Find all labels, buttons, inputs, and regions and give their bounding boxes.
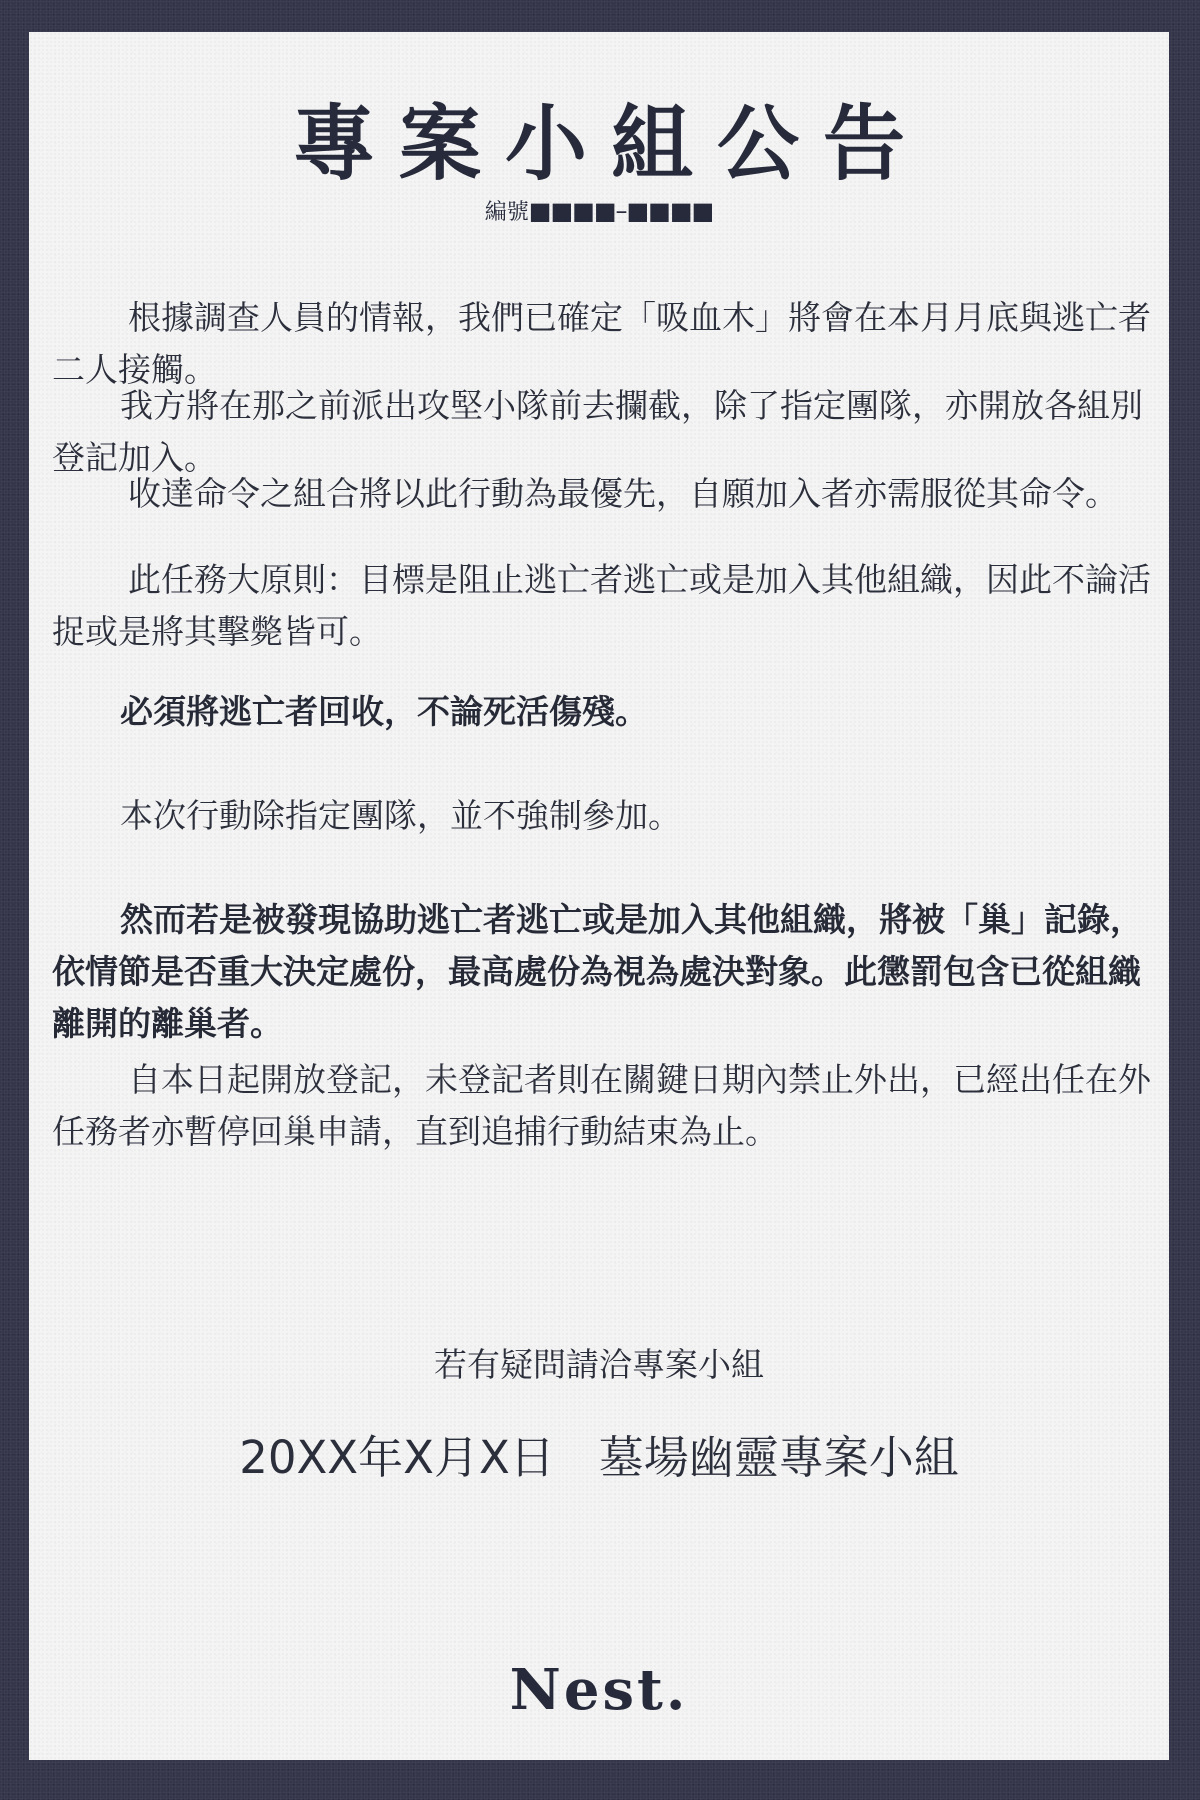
serial-label: 編號	[484, 200, 529, 225]
paragraph-registration: 自本日起開放登記，未登記者則在關鍵日期內禁止外出，已經出任在外任務者亦暫停回巢申請，直到追捕行動結束為止。	[52, 1060, 1151, 1151]
paragraph-principle: 此任務大原則：目標是阻止逃亡者逃亡或是加入其他組織，因此不論活捉或是將其擊斃皆可。	[52, 560, 1151, 651]
nest-logo: Nest.	[509, 1657, 689, 1723]
serial-number	[29, 196, 1169, 228]
serial-redacted: ■■■■–■■■■	[528, 197, 714, 225]
paragraph-optional: 本次行動除指定團隊，並不強制參加。	[120, 796, 681, 835]
contact-line: 若有疑問請洽專案小組	[434, 1345, 764, 1384]
paragraph-intercept: 我方將在那之前派出攻堅小隊前去攔截，除了指定團隊，亦開放各組別登記加入。	[52, 386, 1143, 477]
paragraph-intel: 根據調查人員的情報，我們已確定「吸血木」將會在本月月底與逃亡者二人接觸。	[52, 298, 1151, 389]
paragraph-priority: 收達命令之組合將以此行動為最優先，自願加入者亦需服從其命令。	[128, 474, 1118, 513]
issue-date: 20XX年X月X日	[239, 1431, 555, 1484]
notice-title: 專案小組公告	[292, 96, 929, 192]
dateline	[29, 1428, 1169, 1488]
notice-paper	[29, 32, 1169, 1760]
issuer-name: 墓場幽靈專案小組	[598, 1431, 959, 1484]
paragraph-recover-warning: 必須將逃亡者回收，不論死活傷殘。	[120, 692, 648, 731]
paragraph-penalty: 然而若是被發現協助逃亡者逃亡或是加入其他組織，將被「巢」記錄，依情節是否重大決定處份，最高處份為視為處決對象。此懲罰包含已從組織離開的離巢者。	[52, 900, 1143, 1043]
